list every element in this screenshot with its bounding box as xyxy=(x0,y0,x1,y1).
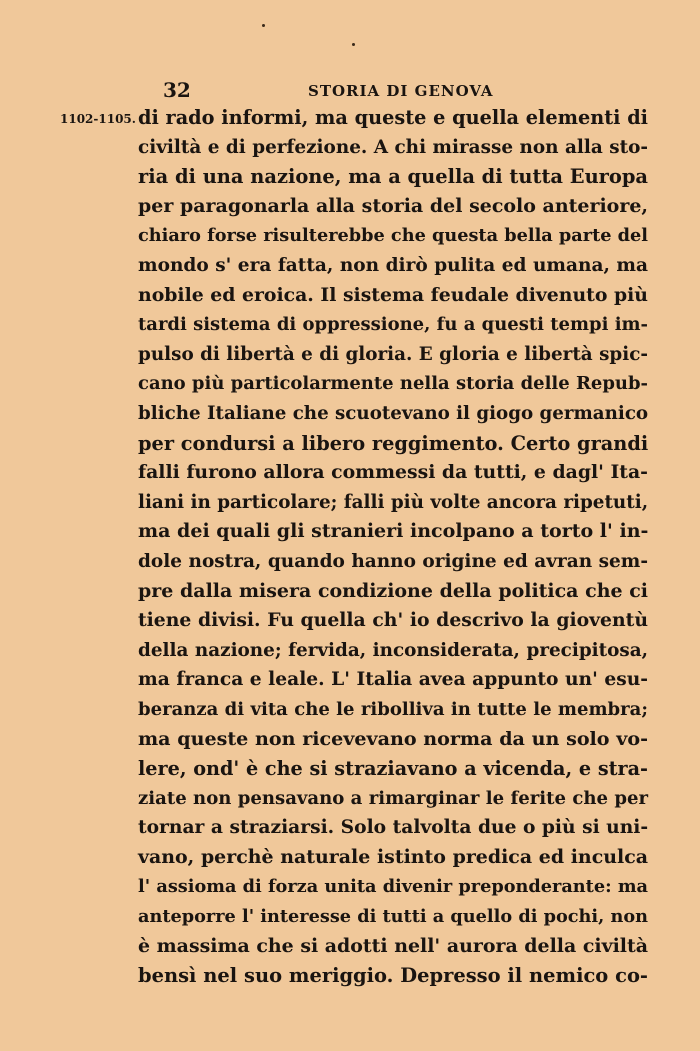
text-line: di rado informi, ma queste e quella elementi di xyxy=(138,106,648,129)
text-line: ma queste non ricevevano norma da un solo vo- xyxy=(138,727,648,751)
ink-speck xyxy=(262,24,265,27)
text-line: bliche Italiane che scuotevano il giogo germanico xyxy=(138,402,649,424)
text-line: l' assioma di forza unita divenir preponderante: ma xyxy=(138,876,648,898)
text-line: dole nostra, quando hanno origine ed avran sem- xyxy=(138,550,648,572)
text-line: civiltà e di perfezione. A chi mirasse non alla sto- xyxy=(138,136,648,158)
page-number: 32 xyxy=(163,78,191,102)
text-line: vano, perchè naturale istinto predica ed inculca xyxy=(138,845,648,868)
text-line: pulso di libertà e di gloria. E gloria e libertà spic- xyxy=(138,343,648,365)
text-line: pre dalla misera condizione della politica che ci xyxy=(138,579,648,602)
text-line: nobile ed eroica. Il sistema feudale divenuto più xyxy=(138,283,648,306)
text-line: ma franca e leale. L' Italia avea appunto un' esu- xyxy=(138,668,648,691)
text-line: cano più particolarmente nella storia delle Repub- xyxy=(138,373,648,395)
text-line: tornar a straziarsi. Solo talvolta due o più si uni- xyxy=(138,816,649,839)
text-line: ma dei quali gli stranieri incolpano a torto l' in- xyxy=(138,520,649,543)
text-line: ria di una nazione, ma a quella di tutta Europa xyxy=(138,165,648,189)
text-line: ziate non pensavano a rimarginar le ferite che per xyxy=(138,787,648,809)
text-line: anteporre l' interesse di tutti a quello di pochi, non xyxy=(138,906,648,928)
ink-speck xyxy=(352,43,355,46)
text-line: per condursi a libero reggimento. Certo grandi xyxy=(138,431,649,455)
body-text xyxy=(138,103,648,991)
text-line: della nazione; fervida, inconsiderata, precipitosa, xyxy=(138,639,648,661)
text-line: beranza di vita che le ribolliva in tutte le membra; xyxy=(138,698,648,720)
text-line: tardi sistema di oppressione, fu a questi tempi im- xyxy=(138,314,648,336)
text-line: bensì nel suo meriggio. Depresso il nemico co- xyxy=(138,964,648,988)
text-line: tiene divisi. Fu quella ch' io descrivo la gioventù xyxy=(138,609,648,632)
text-line: falli furono allora commessi da tutti, e dagl' Ita- xyxy=(138,461,648,484)
text-line: è massima che si adotti nell' aurora della civiltà xyxy=(138,934,648,957)
margin-note: 1102-1105. xyxy=(60,112,136,126)
text-line: lere, ond' è che si straziavano a vicenda, e stra- xyxy=(138,757,648,781)
text-line: per paragonarla alla storia del secolo anteriore, xyxy=(138,194,648,217)
running-head: STORIA DI GENOVA xyxy=(308,82,494,100)
text-line: chiaro forse risulterebbe che questa bella parte del xyxy=(138,225,648,247)
text-line: liani in particolare; falli più volte ancora ripetuti, xyxy=(138,491,649,513)
text-line: mondo s' era fatta, non dirò pulita ed umana, ma xyxy=(138,254,648,276)
